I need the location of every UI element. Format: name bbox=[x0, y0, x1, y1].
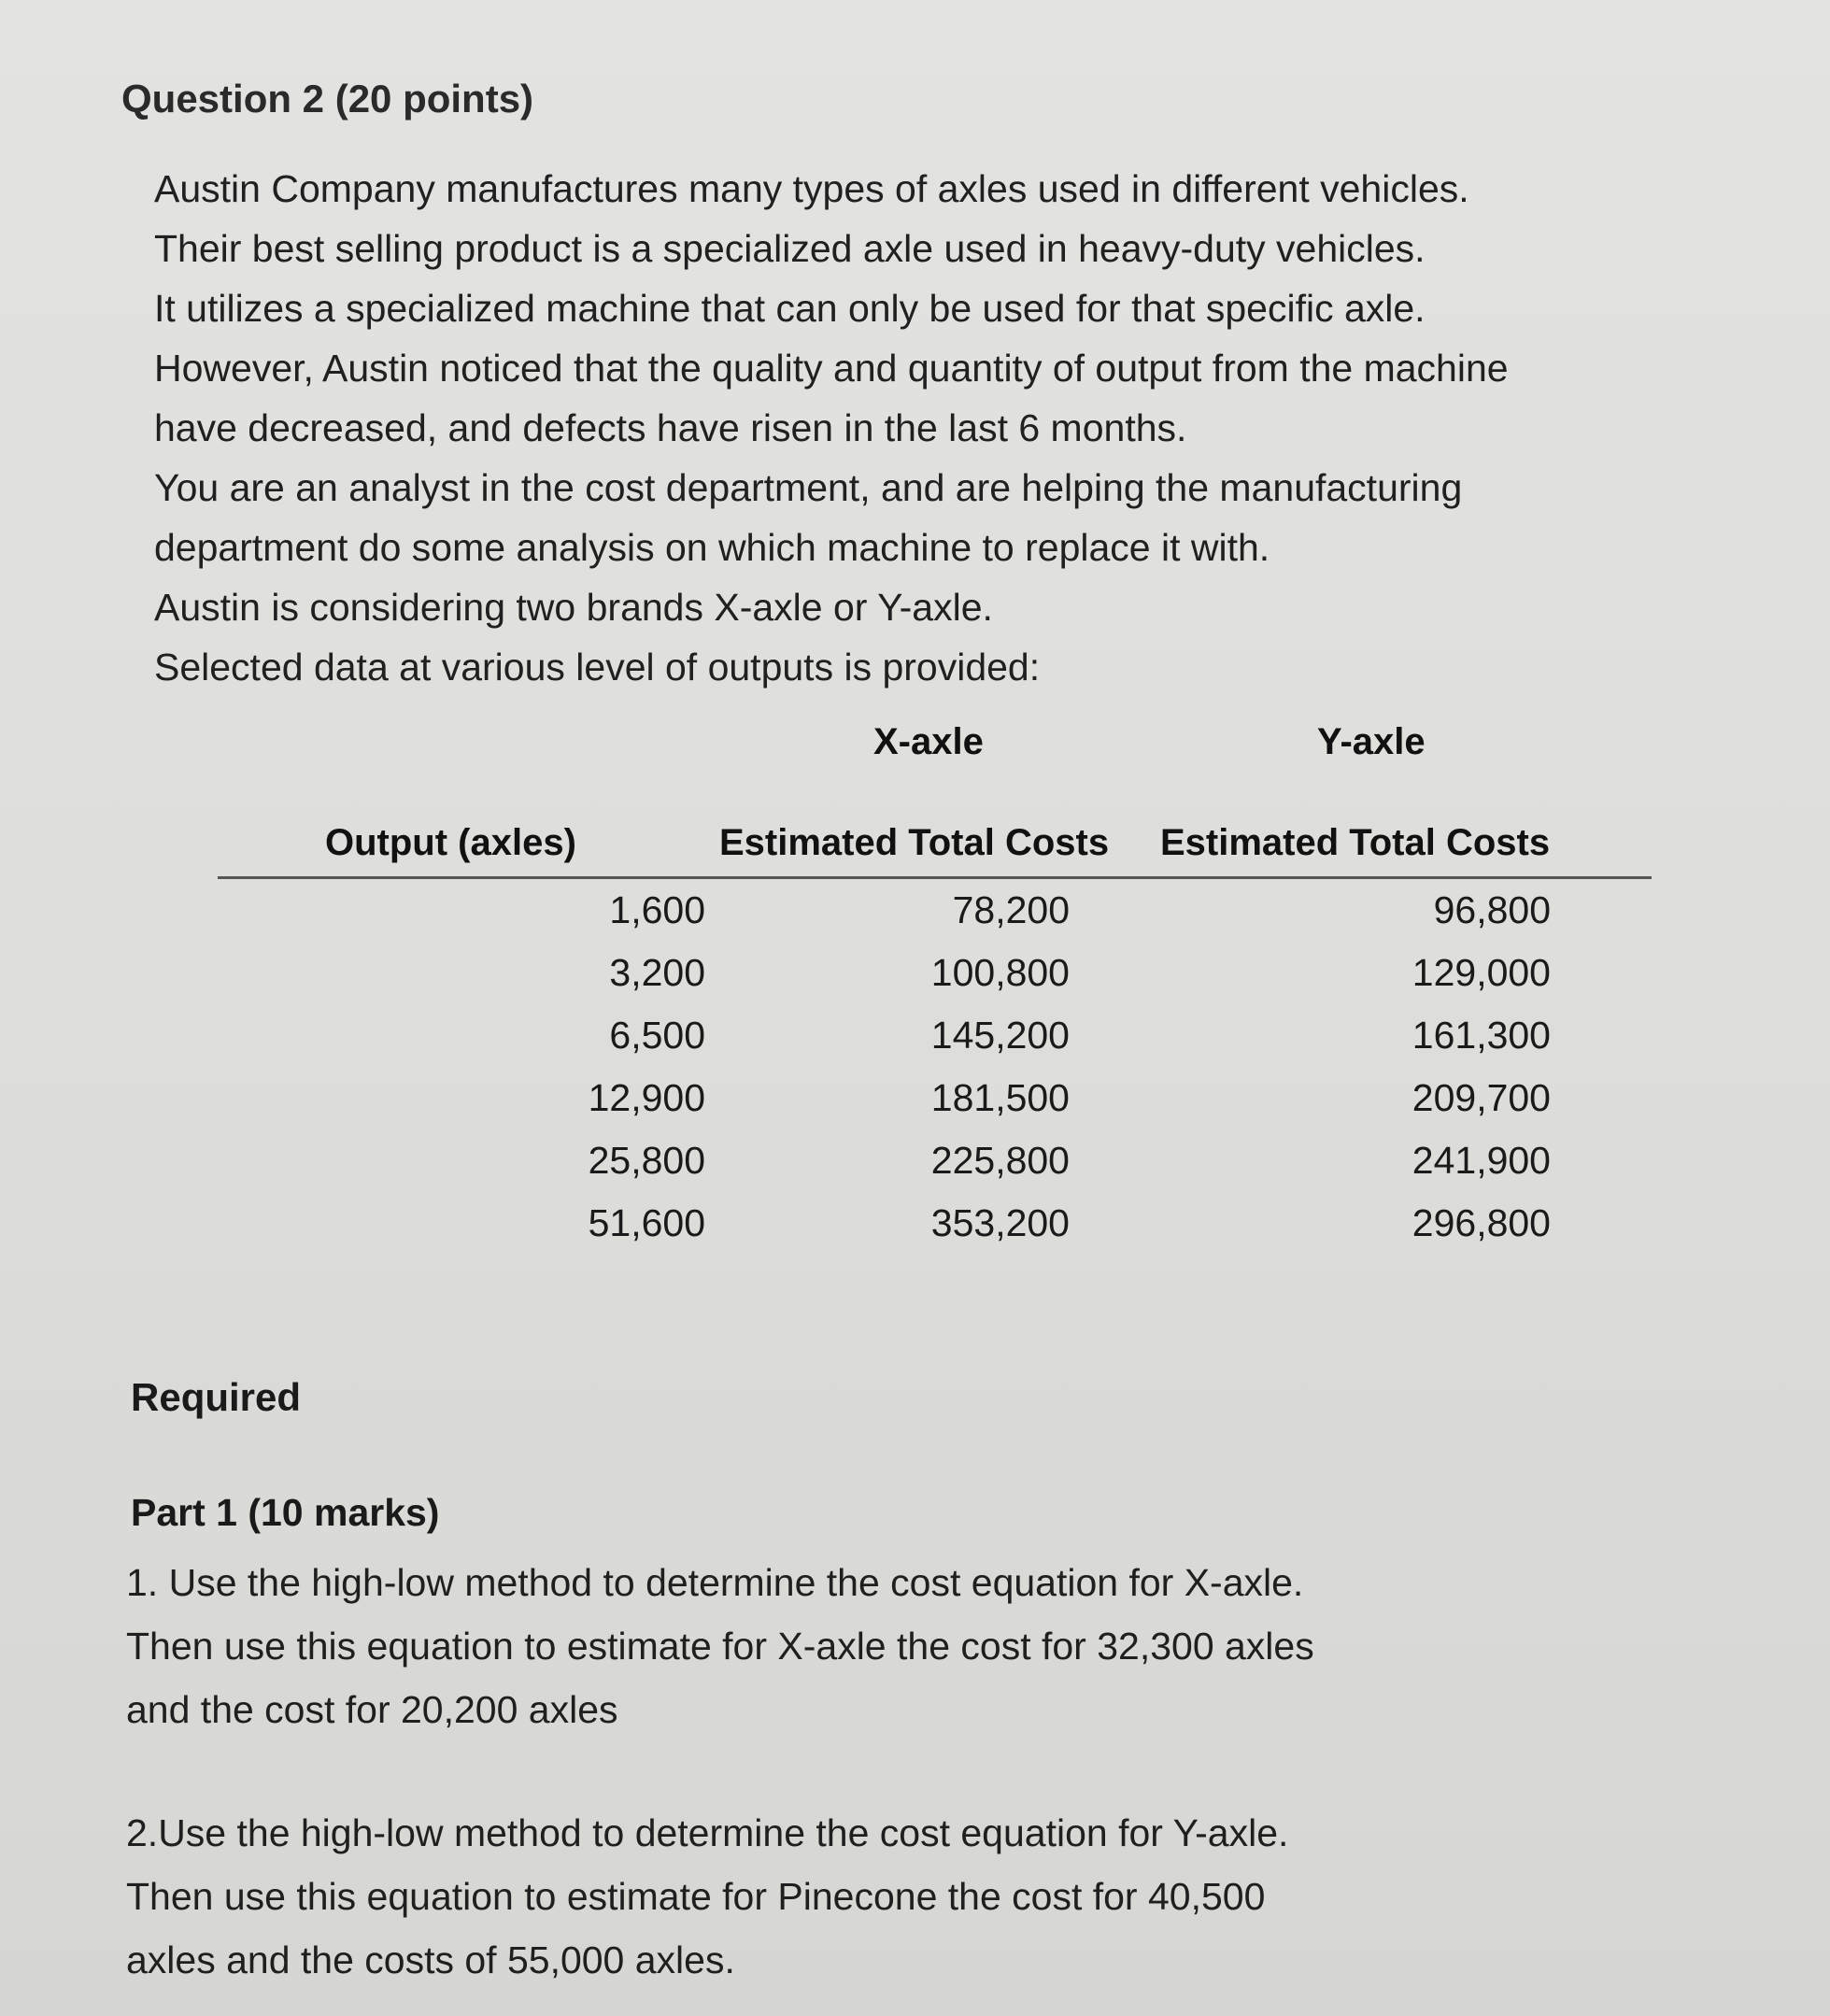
question-1-line: 1. Use the high-low method to determine the cost equation for X-axle. bbox=[126, 1561, 1304, 1604]
intro-line: Austin Company manufactures many types of axles used in different vehicles. bbox=[154, 167, 1469, 210]
y-cost-cell: 209,700 bbox=[1412, 1076, 1551, 1119]
output-cell: 51,600 bbox=[588, 1201, 705, 1244]
question-2-line: Then use this equation to estimate for Pinecone the cost for 40,500 bbox=[126, 1875, 1266, 1918]
y-axle-group-heading: Y-axle bbox=[1317, 721, 1426, 762]
table-row bbox=[0, 1133, 1830, 1196]
output-cell: 25,800 bbox=[588, 1139, 705, 1182]
table-row bbox=[0, 1071, 1830, 1133]
table-row bbox=[0, 945, 1830, 1008]
y-cost-cell: 296,800 bbox=[1412, 1201, 1551, 1244]
x-axle-group-heading: X-axle bbox=[873, 721, 984, 762]
question-2-line: 2.Use the high-low method to determine the cost equation for Y-axle. bbox=[126, 1811, 1289, 1854]
output-cell: 6,500 bbox=[609, 1014, 705, 1057]
required-heading: Required bbox=[131, 1375, 302, 1419]
intro-line: It utilizes a specialized machine that can only be used for that specific axle. bbox=[154, 287, 1426, 330]
question-2-line: axles and the costs of 55,000 axles. bbox=[126, 1938, 735, 1981]
question-1 bbox=[126, 1551, 1621, 1741]
question-title: Question 2 (20 points) bbox=[121, 77, 534, 121]
output-cell: 1,600 bbox=[609, 888, 705, 931]
y-cost-cell: 129,000 bbox=[1412, 951, 1551, 994]
y-cost-cell: 96,800 bbox=[1433, 888, 1551, 931]
intro-line: department do some analysis on which machine to replace it with. bbox=[154, 526, 1270, 569]
table-row bbox=[0, 1196, 1830, 1258]
x-cost-cell: 225,800 bbox=[930, 1139, 1070, 1182]
intro-line: have decreased, and defects have risen in the last 6 months. bbox=[154, 406, 1187, 449]
question-1-line: Then use this equation to estimate for X-axle the cost for 32,300 axles bbox=[126, 1625, 1314, 1668]
y-cost-cell: 161,300 bbox=[1412, 1014, 1551, 1057]
intro-line: Their best selling product is a specialized axle used in heavy-duty vehicles. bbox=[154, 227, 1426, 270]
y-cost-cell: 241,900 bbox=[1412, 1139, 1551, 1182]
question-1-line: and the cost for 20,200 axles bbox=[126, 1688, 618, 1731]
x-cost-cell: 145,200 bbox=[930, 1014, 1070, 1057]
question-2 bbox=[126, 1801, 1621, 1992]
y-cost-column-header: Estimated Total Costs bbox=[1160, 822, 1551, 863]
output-cell: 12,900 bbox=[588, 1076, 705, 1119]
x-cost-cell: 181,500 bbox=[930, 1076, 1070, 1119]
cost-table-body bbox=[0, 883, 1830, 1258]
x-cost-column-header: Estimated Total Costs bbox=[719, 822, 1110, 863]
output-cell: 3,200 bbox=[609, 951, 705, 994]
intro-line: Austin is considering two brands X-axle or Y-axle. bbox=[154, 586, 993, 629]
part1-title: Part 1 (10 marks) bbox=[131, 1491, 440, 1534]
intro-line: You are an analyst in the cost department, and are helping the manufacturing bbox=[154, 466, 1463, 509]
table-row bbox=[0, 1008, 1830, 1071]
intro-paragraph bbox=[154, 159, 1667, 697]
intro-line: However, Austin noticed that the quality and quantity of output from the machine bbox=[154, 347, 1509, 390]
x-cost-cell: 100,800 bbox=[930, 951, 1070, 994]
table-header-rule bbox=[218, 876, 1652, 879]
output-column-header: Output (axles) bbox=[325, 822, 576, 863]
x-cost-cell: 353,200 bbox=[930, 1201, 1070, 1244]
table-row bbox=[0, 883, 1830, 945]
intro-line: Selected data at various level of outputs is provided: bbox=[154, 646, 1041, 689]
x-cost-cell: 78,200 bbox=[952, 888, 1070, 931]
